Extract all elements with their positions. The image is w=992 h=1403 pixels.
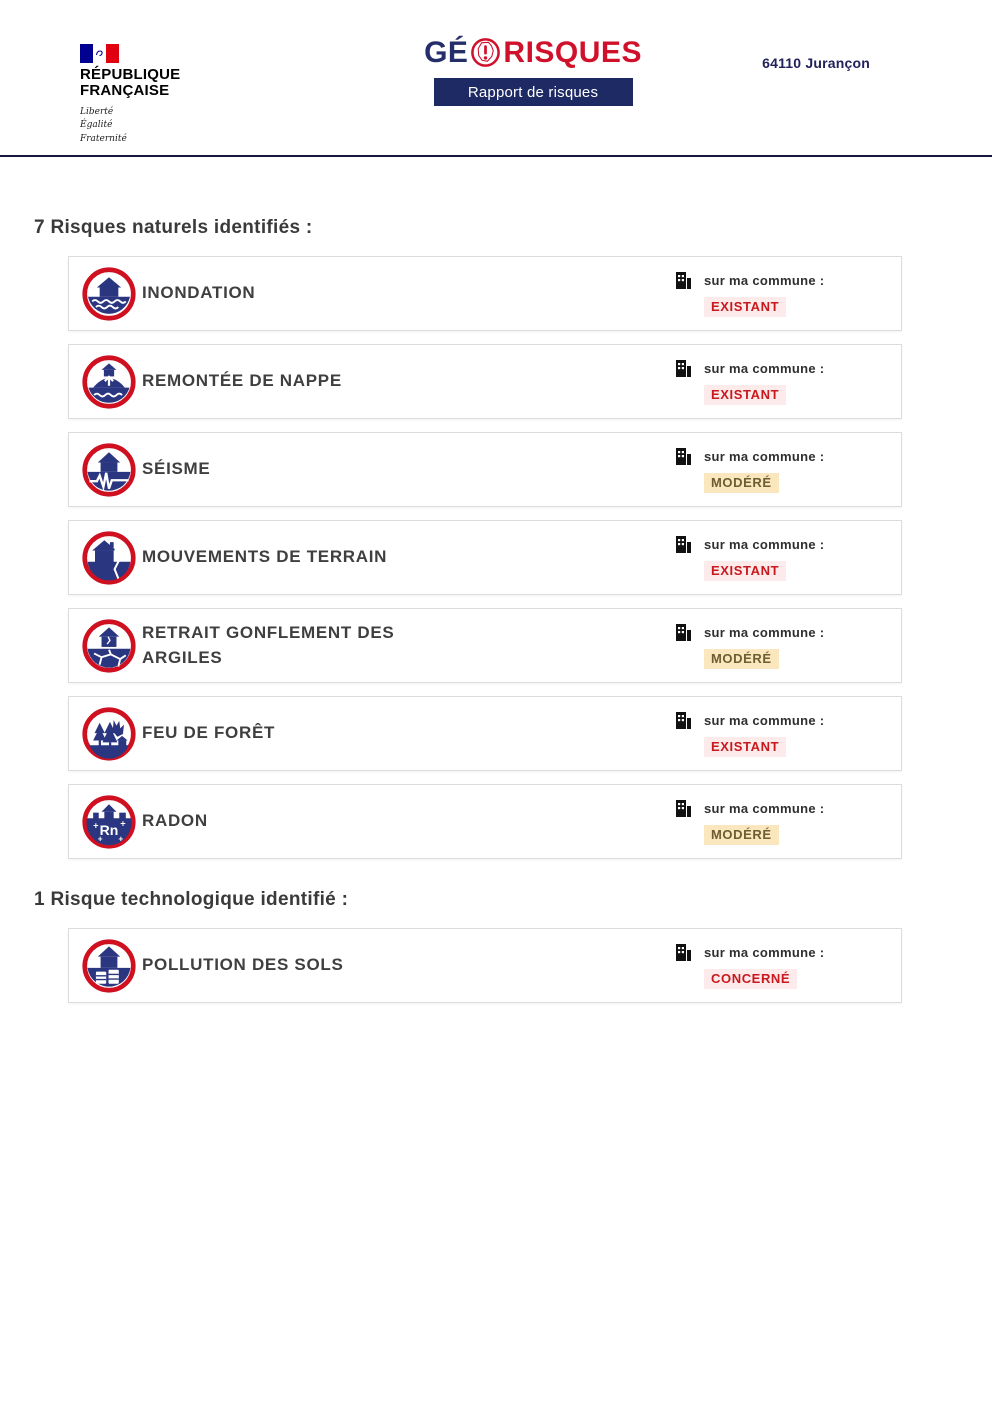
sur-ma-commune-label: sur ma commune : bbox=[704, 800, 825, 816]
building-icon bbox=[675, 798, 692, 818]
soil-pollution-icon bbox=[81, 938, 137, 994]
georisques-logo bbox=[424, 35, 642, 106]
building-icon bbox=[675, 942, 692, 962]
sur-ma-commune-label: sur ma commune : bbox=[704, 536, 825, 552]
marianne-icon bbox=[95, 49, 104, 58]
svg-text:+: + bbox=[93, 820, 99, 831]
risk-label: RETRAIT GONFLEMENT DES ARGILES bbox=[142, 622, 395, 667]
natural-risks-title: 7 Risques naturels identifiés : bbox=[34, 217, 313, 238]
risk-row-remontee-de-nappe bbox=[68, 344, 902, 419]
risk-row-radon bbox=[68, 784, 902, 859]
radon-icon bbox=[81, 794, 137, 850]
commune-status-block bbox=[665, 534, 891, 581]
risk-row-retrait-gonflement-des-argiles bbox=[68, 608, 902, 683]
risk-row-pollution-des-sols bbox=[68, 928, 902, 1003]
status-badge: EXISTANT bbox=[704, 737, 786, 757]
risk-row-mouvements-de-terrain bbox=[68, 520, 902, 595]
risk-label: MOUVEMENTS DE TERRAIN bbox=[142, 547, 388, 567]
commune-status-block bbox=[665, 942, 891, 989]
logo-text-risques: RISQUES bbox=[503, 35, 642, 69]
building-icon bbox=[675, 622, 692, 642]
natural-risks-list bbox=[68, 256, 902, 859]
risk-label: FEU DE FORÊT bbox=[142, 723, 276, 743]
france-map-warning-icon bbox=[469, 36, 502, 69]
status-badge: EXISTANT bbox=[704, 385, 786, 405]
commune-status-block bbox=[665, 270, 891, 317]
commune-status-block bbox=[665, 446, 891, 493]
commune-label: 64110 Jurançon bbox=[762, 55, 870, 71]
risk-row-inondation bbox=[68, 256, 902, 331]
sur-ma-commune-label: sur ma commune : bbox=[704, 712, 825, 728]
risk-label: RADON bbox=[142, 811, 208, 831]
commune-status-block bbox=[665, 622, 891, 669]
building-icon bbox=[675, 446, 692, 466]
building-icon bbox=[675, 270, 692, 290]
building-icon bbox=[675, 358, 692, 378]
technological-risks-list bbox=[68, 928, 902, 1003]
sur-ma-commune-label: sur ma commune : bbox=[704, 448, 825, 464]
sur-ma-commune-label: sur ma commune : bbox=[704, 360, 825, 376]
building-icon bbox=[675, 534, 692, 554]
republic-line-1: RÉPUBLIQUE bbox=[80, 66, 181, 83]
risk-label: POLLUTION DES SOLS bbox=[142, 955, 344, 975]
svg-text:Rn: Rn bbox=[99, 821, 119, 838]
motto-egalite: Égalité bbox=[80, 120, 113, 131]
groundwater-rise-icon bbox=[81, 354, 137, 410]
status-badge: MODÉRÉ bbox=[704, 649, 779, 669]
status-badge: MODÉRÉ bbox=[704, 825, 779, 845]
risk-label: SÉISME bbox=[142, 459, 211, 479]
status-badge: EXISTANT bbox=[704, 561, 786, 581]
technological-risks-title: 1 Risque technologique identifié : bbox=[34, 889, 349, 910]
logo-text-ge: GÉ bbox=[424, 35, 469, 69]
commune-status-block bbox=[665, 358, 891, 405]
risk-label: INONDATION bbox=[142, 283, 256, 303]
risk-label: REMONTÉE DE NAPPE bbox=[142, 371, 342, 391]
svg-text:+: + bbox=[120, 818, 126, 829]
sur-ma-commune-label: sur ma commune : bbox=[704, 624, 825, 640]
republique-francaise-logo bbox=[80, 44, 180, 147]
risk-row-seisme bbox=[68, 432, 902, 507]
commune-status-block bbox=[665, 798, 891, 845]
report-title-banner: Rapport de risques bbox=[434, 78, 633, 106]
ground-movement-icon bbox=[81, 530, 137, 586]
sur-ma-commune-label: sur ma commune : bbox=[704, 944, 825, 960]
risk-row-feu-de-foret bbox=[68, 696, 902, 771]
motto-liberte: Liberté bbox=[80, 106, 114, 117]
commune-status-block bbox=[665, 710, 891, 757]
status-badge: CONCERNÉ bbox=[704, 969, 797, 989]
page-header bbox=[0, 0, 992, 157]
french-flag-icon bbox=[80, 44, 119, 63]
status-badge: MODÉRÉ bbox=[704, 473, 779, 493]
flood-icon bbox=[81, 266, 137, 322]
status-badge: EXISTANT bbox=[704, 297, 786, 317]
clay-shrink-swell-icon bbox=[81, 618, 137, 674]
svg-text:+: + bbox=[97, 833, 103, 844]
motto-fraternite: Fraternité bbox=[80, 134, 127, 145]
sur-ma-commune-label: sur ma commune : bbox=[704, 272, 825, 288]
svg-text:+: + bbox=[118, 833, 124, 844]
earthquake-icon bbox=[81, 442, 137, 498]
republic-line-2: FRANÇAISE bbox=[80, 81, 170, 99]
building-icon bbox=[675, 710, 692, 730]
forest-fire-icon bbox=[81, 706, 137, 762]
